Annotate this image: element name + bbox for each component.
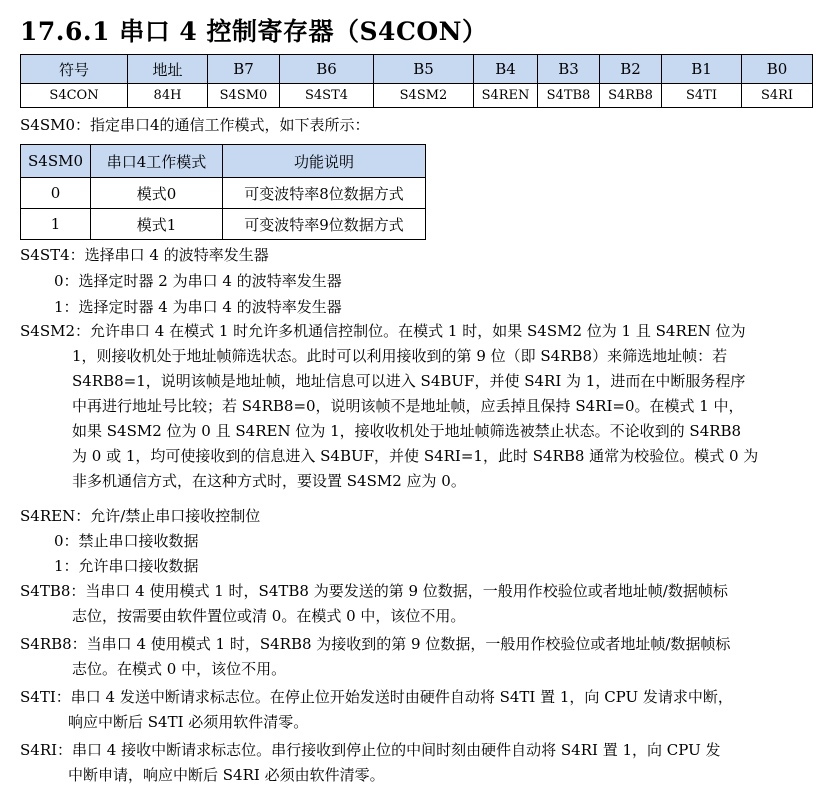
header-cell: B6 bbox=[280, 55, 374, 84]
table-cell: 1 bbox=[21, 209, 91, 240]
table-cell: S4REN bbox=[474, 84, 538, 108]
text-line: S4SM2：允许串口 4 在模式 1 时允许多机通信控制位。在模式 1 时，如果 S4SM2 位为 1 且 S4REN 位为 bbox=[20, 322, 746, 340]
text-line: 中再进行地址号比较；若 S4RB8=0，说明该帧不是地址帧，应丢掉且保持 S4RI=0。在模式 1 中， bbox=[72, 397, 744, 415]
mode-table bbox=[20, 144, 426, 240]
text-line: 响应中断后 S4TI 必须用软件清零。 bbox=[68, 713, 309, 731]
table-cell: S4TI bbox=[662, 84, 742, 108]
s4tb8-paragraph bbox=[20, 579, 810, 629]
s4ren-heading: S4REN：允许/禁止串口接收控制位 bbox=[20, 507, 261, 525]
table-cell: 可变波特率9位数据方式 bbox=[223, 209, 426, 240]
text-line: 为 0 或 1，均可使接收到的信息进入 S4BUF，并使 S4RI=1，此时 S4RB8 通常为校验位。模式 0 为 bbox=[72, 447, 759, 465]
s4st4-option-1: 1：选择定时器 4 为串口 4 的波特率发生器 bbox=[54, 298, 342, 316]
header-cell: B7 bbox=[208, 55, 280, 84]
table-cell: 模式0 bbox=[91, 178, 223, 209]
table-cell: S4RI bbox=[742, 84, 813, 108]
s4rb8-paragraph bbox=[20, 632, 810, 682]
s4sm0-intro: S4SM0：指定串口4的通信工作模式，如下表所示： bbox=[20, 116, 370, 134]
s4ren-option-0: 0：禁止串口接收数据 bbox=[54, 532, 199, 550]
table-cell: S4ST4 bbox=[280, 84, 374, 108]
table-cell: S4SM2 bbox=[374, 84, 474, 108]
table-row bbox=[21, 209, 426, 240]
s4ri-paragraph bbox=[20, 738, 810, 788]
text-line: S4TB8：当串口 4 使用模式 1 时，S4TB8 为要发送的第 9 位数据，一般用作校验位或者地址帧/数据帧标 bbox=[20, 582, 728, 600]
register-header-row bbox=[21, 55, 813, 84]
text-line: 志位。在模式 0 中，该位不用。 bbox=[72, 660, 287, 678]
text-line: S4RI：串口 4 接收中断请求标志位。串行接收到停止位的中间时刻由硬件自动将 S4RI 置 1，向 CPU 发 bbox=[20, 741, 721, 759]
header-cell: 串口4工作模式 bbox=[91, 145, 223, 178]
header-cell: B3 bbox=[538, 55, 600, 84]
register-value-row bbox=[21, 84, 813, 108]
header-cell: B4 bbox=[474, 55, 538, 84]
header-cell: 地址 bbox=[128, 55, 208, 84]
text-line: S4RB8=1，说明该帧是地址帧，地址信息可以进入 S4BUF，并使 S4RI 为 1，进而在中断服务程序 bbox=[72, 372, 746, 390]
s4st4-heading: S4ST4：选择串口 4 的波特率发生器 bbox=[20, 246, 269, 264]
table-cell: 可变波特率8位数据方式 bbox=[223, 178, 426, 209]
s4sm2-paragraph bbox=[20, 319, 810, 494]
table-cell: 84H bbox=[128, 84, 208, 108]
header-cell: B0 bbox=[742, 55, 813, 84]
s4st4-option-0: 0：选择定时器 2 为串口 4 的波特率发生器 bbox=[54, 272, 342, 290]
mode-header-row bbox=[21, 145, 426, 178]
table-cell: S4TB8 bbox=[538, 84, 600, 108]
header-cell: 功能说明 bbox=[223, 145, 426, 178]
table-cell: S4RB8 bbox=[600, 84, 662, 108]
text-line: 如果 S4SM2 位为 0 且 S4REN 位为 1，接收收机处于地址帧筛选被禁止状态。不论收到的 S4RB8 bbox=[72, 422, 742, 440]
s4ren-option-1: 1：允许串口接收数据 bbox=[54, 557, 199, 575]
text-line: S4TI：串口 4 发送中断请求标志位。在停止位开始发送时由硬件自动将 S4TI 置 1，向 CPU 发请求中断， bbox=[20, 688, 733, 706]
register-table bbox=[20, 54, 813, 108]
table-cell: 模式1 bbox=[91, 209, 223, 240]
s4ti-paragraph bbox=[20, 685, 810, 735]
header-cell: 符号 bbox=[21, 55, 128, 84]
text-line: 非多机通信方式，在这种方式时，要设置 S4SM2 应为 0。 bbox=[72, 472, 466, 490]
text-line: 志位，按需要由软件置位或清 0。在模式 0 中，该位不用。 bbox=[72, 607, 466, 625]
table-cell: 0 bbox=[21, 178, 91, 209]
section-title: 17.6.1 串口 4 控制寄存器（S4CON） bbox=[20, 17, 488, 46]
header-cell: B1 bbox=[662, 55, 742, 84]
header-cell: B2 bbox=[600, 55, 662, 84]
text-line: 1，则接收机处于地址帧筛选状态。此时可以利用接收到的第 9 位（即 S4RB8）来筛选地址帧：若 bbox=[72, 347, 728, 365]
header-cell: S4SM0 bbox=[21, 145, 91, 178]
text-line: S4RB8：当串口 4 使用模式 1 时，S4RB8 为接收到的第 9 位数据，一般用作校验位或者地址帧/数据帧标 bbox=[20, 635, 731, 653]
table-cell: S4CON bbox=[21, 84, 128, 108]
header-cell: B5 bbox=[374, 55, 474, 84]
table-cell: S4SM0 bbox=[208, 84, 280, 108]
text-line: 中断申请，响应中断后 S4RI 必须由软件清零。 bbox=[68, 766, 385, 784]
table-row bbox=[21, 178, 426, 209]
